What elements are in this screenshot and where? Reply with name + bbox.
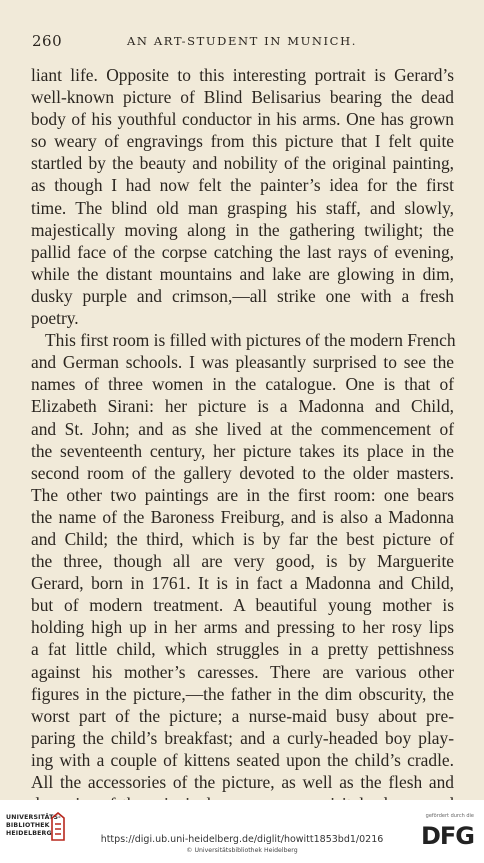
- text-line: holding high up in her arms and pressing to her rosy lips: [31, 617, 454, 638]
- text-line: body of his youthful conductor in his arms. One has grown: [31, 109, 454, 130]
- dfg-logo: DFG: [420, 822, 474, 850]
- text-line: a fat little child, which struggles in a pretty pettishness: [31, 639, 454, 660]
- library-name-line: UNIVERSITÄTS-: [6, 814, 61, 821]
- text-line: All the accessories of the picture, as well as the flesh and: [31, 772, 454, 792]
- running-title: AN ART-STUDENT IN MUNICH.: [127, 34, 357, 48]
- text-line: names of three women in the catalogue. One is that of: [31, 374, 454, 395]
- page-number: 260: [32, 32, 63, 50]
- text-line: time. The blind old man grasping his staff, and slowly,: [31, 197, 454, 218]
- text-line: pallid face of the corpse catching the last rays of evening,: [31, 241, 454, 262]
- text-line: against his mother’s caresses. There are various other: [31, 661, 454, 682]
- text-line: dusky purple and crimson,—all strike one with a fresh: [31, 285, 454, 306]
- source-url-link[interactable]: https://digi.ub.uni-heidelberg.de/diglit/howitt1853bd1/0216: [100, 834, 384, 845]
- text-line: The other two paintings are in the first room: one bears: [31, 484, 454, 505]
- library-name-line: BIBLIOTHEK: [6, 822, 50, 829]
- text-line: Gerard, born in 1761. It is in fact a Madonna and Child,: [31, 573, 454, 594]
- digitization-footer: [0, 800, 484, 863]
- text-line: liant life. Opposite to this interesting portrait is Gerard’s: [31, 65, 454, 85]
- text-line: Elizabeth Sirani: her picture is a Madonna and Child,: [31, 396, 454, 417]
- text-line: This first room is filled with pictures of the modern French: [45, 330, 456, 351]
- text-line: while the distant mountains and lake are glowing in dim,: [31, 263, 454, 284]
- text-line: figures in the picture,—the father in the dim obscurity, the: [31, 683, 454, 704]
- library-name-line: HEIDELBERG: [6, 830, 52, 837]
- text-line: the name of the Baroness Freiburg, and is also a Madonna: [31, 506, 454, 527]
- text-line: poetry.: [31, 308, 79, 329]
- text-line: so weary of engravings from this picture that I felt quite: [31, 131, 454, 152]
- text-line: startled by the beauty and nobility of the original painting,: [31, 153, 454, 174]
- funding-note: gefördert durch die: [425, 813, 474, 819]
- text-line: the seventeenth century, her picture takes its place in the: [31, 440, 454, 461]
- text-line: and German schools. I was pleasantly surprised to see the: [31, 352, 454, 373]
- text-line: and St. John; and as she lived at the commencement of: [31, 418, 454, 439]
- text-line: as though I had now felt the painter’s idea for the first: [31, 175, 454, 196]
- text-line: ing with a couple of kittens seated upon the child’s cradle.: [31, 749, 454, 770]
- text-line: but of modern treatment. A beautiful young mother is: [31, 595, 454, 616]
- running-head: [32, 32, 452, 52]
- body-text: [31, 64, 454, 815]
- text-line: second room of the gallery devoted to the older masters.: [31, 462, 454, 483]
- copyright-text: © Universitätsbibliothek Heidelberg: [186, 847, 298, 854]
- text-line: well-known picture of Blind Belisarius bearing the dead: [31, 87, 454, 108]
- text-line: majestically moving along in the gathering twilight; the: [31, 219, 454, 240]
- text-line: worst part of the picture; a nurse-maid busy about pre-: [31, 705, 454, 726]
- text-line: and Child; the third, which is by far the best picture of: [31, 528, 454, 549]
- text-line: the three, though all are very good, is by Marguerite: [31, 551, 454, 572]
- text-line: paring the child’s breakfast; and a curly-headed boy play-: [31, 727, 454, 748]
